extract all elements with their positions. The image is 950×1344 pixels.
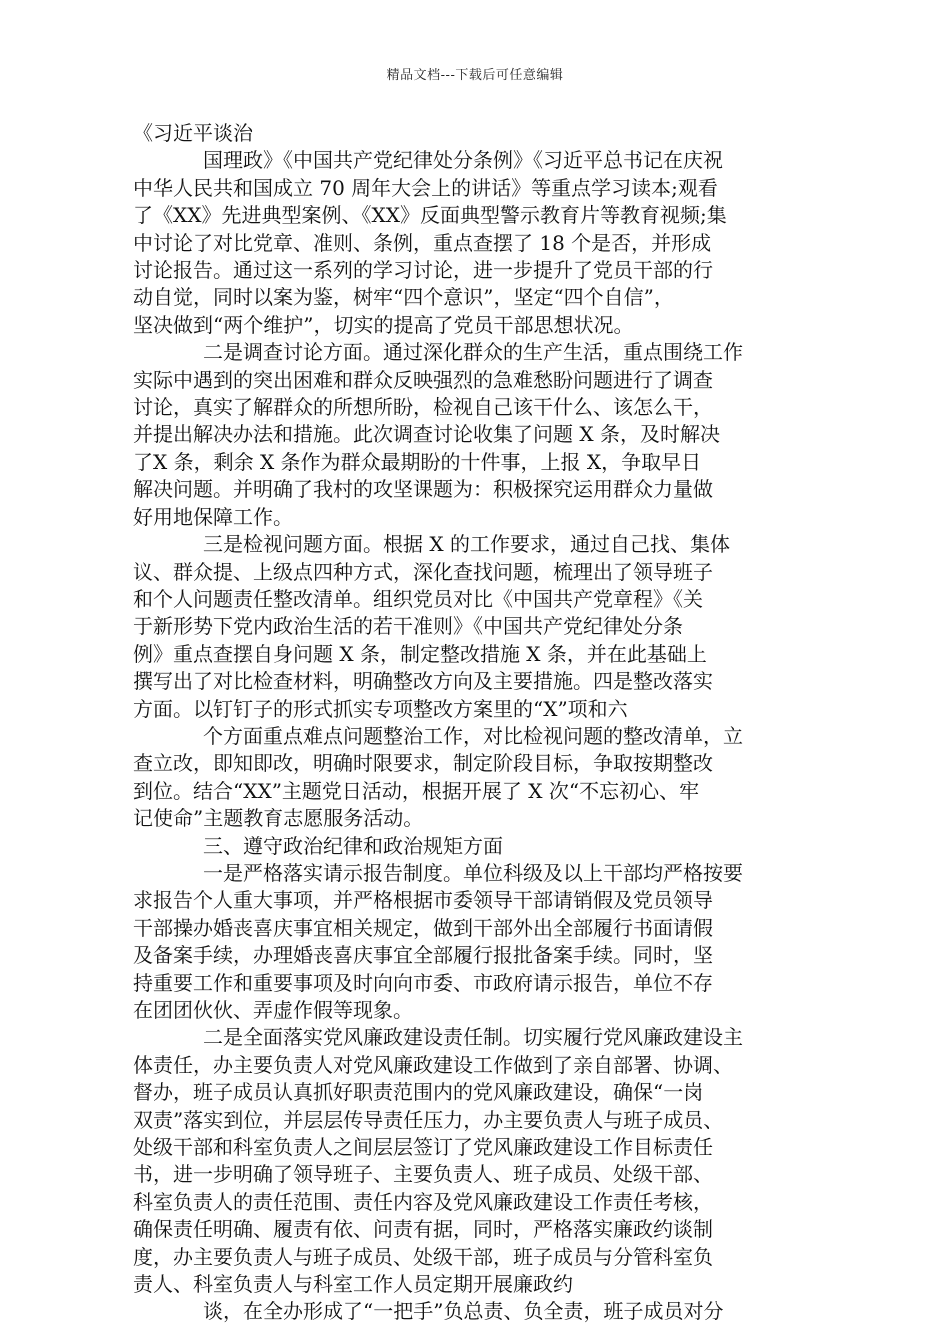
text-line: 并提出解决办法和措施。此次调查讨论收集了问题 X 条，及时解决 <box>133 422 720 447</box>
text-line: 二是调查讨论方面。通过深化群众的生产生活，重点围绕工作 <box>203 340 743 365</box>
text-line: 好用地保障工作。 <box>133 504 293 529</box>
text-line: 二是全面落实党风廉政建设责任制。切实履行党风廉政建设主 <box>203 1025 743 1050</box>
text-line: 度，办主要负责人与班子成员、处级干部，班子成员与分管科室负 <box>133 1244 713 1269</box>
text-line: 和个人问题责任整改清单。组织党员对比《中国共产党章程》《关 <box>133 586 703 611</box>
text-line: 督办，班子成员认真抓好职责范围内的党风廉政建设，确保“一岗 <box>133 1080 704 1105</box>
text-line: 坚决做到“两个维护”，切实的提高了党员干部思想状况。 <box>133 312 634 337</box>
text-line: 三是检视问题方面。根据 X 的工作要求，通过自己找、集体 <box>203 532 730 557</box>
text-line: 持重要工作和重要事项及时向向市委、市政府请示报告，单位不存 <box>133 970 713 995</box>
text-line: 中讨论了对比党章、准则、条例，重点查摆了 18 个是否，并形成 <box>133 230 712 255</box>
text-line: 例》重点查摆自身问题 X 条，制定整改措施 X 条，并在此基础上 <box>133 641 707 666</box>
text-line: 查立改，即知即改，明确时限要求，制定阶段目标，争取按期整改 <box>133 751 713 776</box>
text-line: 讨论，真实了解群众的所想所盼，检视自己该干什么、该怎么干， <box>133 395 713 420</box>
text-line: 中华人民共和国成立 70 周年大会上的讲话》等重点学习读本;观看 <box>133 175 718 200</box>
text-line: 三、遵守政治纪律和政治规矩方面 <box>203 833 503 858</box>
text-line: 《习近平谈治 <box>133 121 253 145</box>
text-line: 了X 条，剩余 X 条作为群众最期盼的十件事，上报 X，争取早日 <box>133 449 702 474</box>
text-line: 国理政》《中国共产党纪律处分条例》《习近平总书记在庆祝 <box>203 148 723 173</box>
text-line: 方面。以钉钉子的形式抓实专项整改方案里的“X”项和六 <box>133 696 628 721</box>
text-line: 在团团伙伙、弄虚作假等现象。 <box>133 998 413 1022</box>
text-line: 科室负责人的责任范围、责任内容及党风廉政建设工作责任考核， <box>133 1189 713 1214</box>
text-line: 及备案手续，办理婚丧喜庆事宜全部履行报批备案手续。同时，坚 <box>133 943 713 968</box>
text-line: 实际中遇到的突出困难和群众反映强烈的急难愁盼问题进行了调查 <box>133 367 713 392</box>
page-header: 精品文档---下载后可任意编辑 <box>386 68 564 83</box>
text-line: 动自觉，同时以案为鉴，树牢“四个意识”，坚定“四个自信”， <box>133 285 674 310</box>
text-line: 责人、科室负责人与科室工作人员定期开展廉政约 <box>133 1272 573 1297</box>
text-line: 了《XX》先进典型案例、《XX》反面典型警示教育片等教育视频;集 <box>133 203 727 228</box>
text-line: 处级干部和科室负责人之间层层签订了党风廉政建设工作目标责任 <box>133 1135 713 1160</box>
text-line: 于新形势下党内政治生活的若干准则》《中国共产党纪律处分条 <box>133 614 683 639</box>
text-line: 一是严格落实请示报告制度。单位科级及以上干部均严格按要 <box>203 860 743 885</box>
document-body <box>133 120 813 1326</box>
text-line: 记使命”主题教育志愿服务活动。 <box>133 806 424 831</box>
text-line: 干部操办婚丧喜庆事宜相关规定，做到干部外出全部履行书面请假 <box>133 915 713 940</box>
text-line: 双责”落实到位，并层层传导责任压力，办主要负责人与班子成员、 <box>133 1107 724 1132</box>
text-line: 解决问题。并明确了我村的攻坚课题为：积极探究运用群众力量做 <box>133 477 713 502</box>
text-line: 到位。结合“XX”主题党日活动，根据开展了 X 次“不忘初心、牢 <box>133 778 700 803</box>
text-line: 讨论报告。通过这一系列的学习讨论，进一步提升了党员干部的行 <box>133 258 713 283</box>
text-line: 求报告个人重大事项，并严格根据市委领导干部请销假及党员领导 <box>133 888 713 913</box>
text-line: 个方面重点难点问题整治工作，对比检视问题的整改清单，立 <box>203 723 743 748</box>
text-line: 体责任，办主要负责人对党风廉政建设工作做到了亲自部署、协调、 <box>133 1052 733 1077</box>
text-line: 书，进一步明确了领导班子、主要负责人、班子成员、处级干部、 <box>133 1162 713 1187</box>
text-line: 谈，在全办形成了“一把手”负总责、负全责，班子成员对分 <box>203 1299 724 1324</box>
text-line: 确保责任明确、履责有依、问责有据，同时，严格落实廉政约谈制 <box>133 1217 713 1242</box>
text-line: 撰写出了对比检查材料，明确整改方向及主要措施。四是整改落实 <box>133 669 713 694</box>
text-line: 议、群众提、上级点四种方式，深化查找问题，梳理出了领导班子 <box>133 559 713 584</box>
